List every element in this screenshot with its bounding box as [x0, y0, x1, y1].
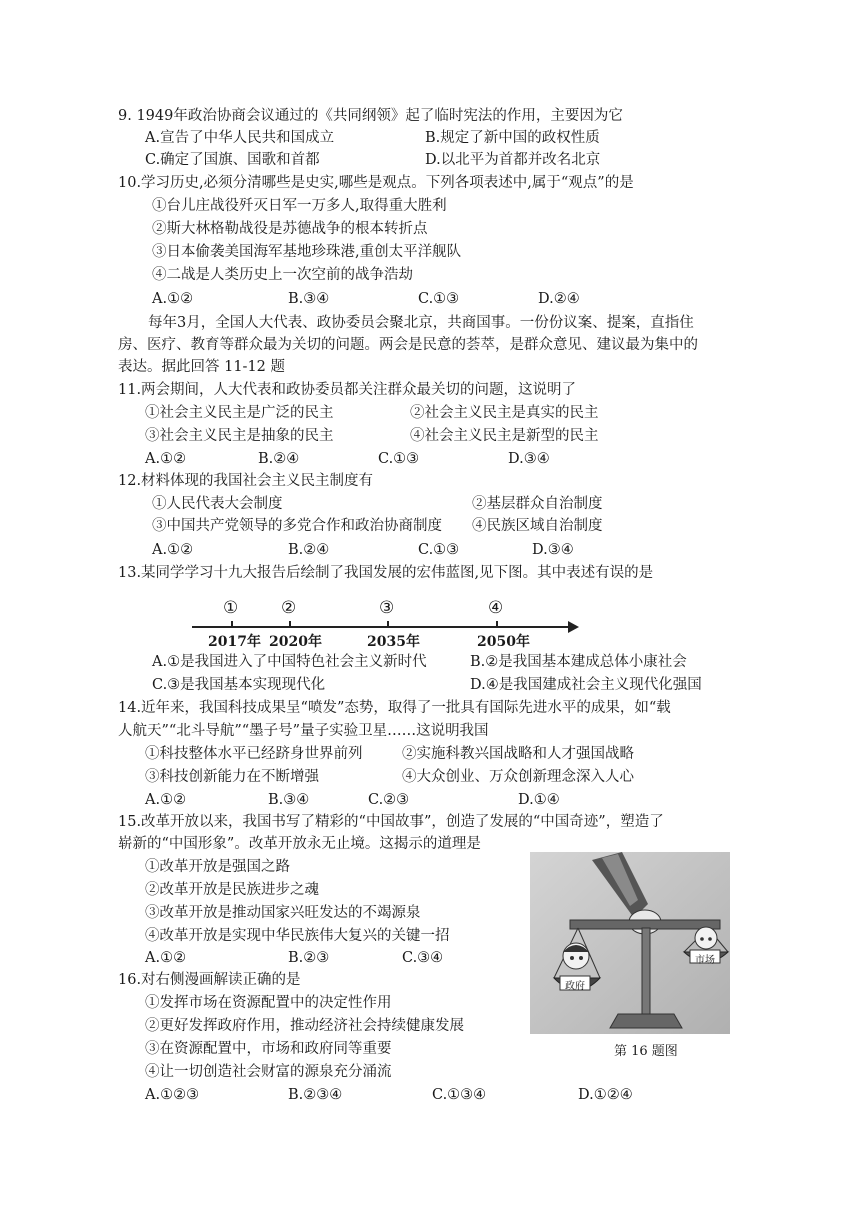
q11-stem: 11.两会期间，人大代表和政协委员都关注群众最关切的问题，这说明了: [118, 382, 577, 398]
q16-figure-caption: 第 16 题图: [614, 1044, 678, 1059]
q12-option-a: A.①②: [152, 542, 194, 558]
q16-statement-2: ②更好发挥政府作用，推动经济社会持续健康发展: [145, 1018, 464, 1034]
q15-option-c: C.③④: [402, 950, 444, 966]
cartoon-label-right: 市场: [695, 955, 715, 966]
q12-statement-2: ②基层群众自治制度: [472, 496, 603, 512]
timeline-mark-4: ④: [488, 598, 504, 618]
q13-option-b: B.②是我国基本建成总体小康社会: [470, 654, 687, 670]
q16-option-a: A.①②③: [145, 1087, 200, 1103]
timeline-mark-3: ③: [379, 598, 395, 618]
q12-option-b: B.②④: [288, 542, 330, 558]
q10-stem: 10.学习历史,必须分清哪些是史实,哪些是观点。下列各项表述中,属于“观点”的是: [118, 175, 634, 191]
q16-statement-4: ④让一切创造社会财富的源泉充分涌流: [145, 1064, 392, 1080]
q13-option-c: C.③是我国基本实现现代化: [152, 677, 326, 693]
q13-stem: 13.某同学学习十九大报告后绘制了我国发展的宏伟蓝图,见下图。其中表述有误的是: [118, 565, 654, 581]
q12-statement-1: ①人民代表大会制度: [152, 496, 283, 512]
material-line-1: 每年3月，全国人大代表、政协委员会聚北京，共商国事。一份份议案、提案，直指住: [148, 315, 694, 331]
q11-option-b: B.②④: [258, 451, 300, 467]
q14-statement-2: ②实施科教兴国战略和人才强国战略: [402, 746, 634, 762]
q16-statement-3: ③在资源配置中，市场和政府同等重要: [145, 1041, 392, 1057]
q14-option-a: A.①②: [145, 792, 187, 808]
q15-stem-line-1: 15.改革开放以来，我国书写了精彩的“中国故事”，创造了发展的“中国奇迹”，塑造了: [118, 814, 664, 830]
q10-statement-3: ③日本偷袭美国海军基地珍珠港,重创太平洋舰队: [152, 244, 462, 260]
q12-statement-3: ③中国共产党领导的多党合作和政治协商制度: [152, 518, 442, 534]
q16-stem: 16.对右侧漫画解读正确的是: [118, 972, 301, 988]
q15-option-b: B.②③: [288, 950, 330, 966]
q10-option-c: C.①③: [418, 291, 460, 307]
timeline-year-2050: 2050年: [477, 634, 530, 650]
q16-option-c: C.①③④: [432, 1087, 487, 1103]
timeline-mark-1: ①: [223, 598, 239, 618]
q11-option-a: A.①②: [145, 451, 187, 467]
material-line-2: 房、医疗、教育等群众最为关切的问题。两会是民意的荟萃，是群众意见、建议最为集中的: [118, 337, 698, 353]
q9-option-a: A.宣告了中华人民共和国成立: [145, 130, 335, 146]
q15-statement-4: ④改革开放是实现中华民族伟大复兴的关键一招: [145, 928, 450, 944]
q11-option-c: C.①③: [378, 451, 420, 467]
q14-statement-1: ①科技整体水平已经跻身世界前列: [145, 746, 363, 762]
q16-option-b: B.②③④: [288, 1087, 343, 1103]
q9-stem: 9. 1949年政治协商会议通过的《共同纲领》起了临时宪法的作用，主要因为它: [118, 108, 623, 124]
timeline-mark-2: ②: [281, 598, 297, 618]
q14-statement-3: ③科技创新能力在不断增强: [145, 769, 319, 785]
q11-statement-2: ②社会主义民主是真实的民主: [410, 405, 599, 421]
q12-stem: 12.材料体现的我国社会主义民主制度有: [118, 473, 374, 489]
q9-option-c: C.确定了国旗、国歌和首都: [145, 152, 320, 168]
q14-statement-4: ④大众创业、万众创新理念深入人心: [402, 769, 634, 785]
q12-statement-4: ④民族区域自治制度: [472, 518, 603, 534]
q14-option-d: D.①④: [518, 792, 560, 808]
balance-scale-cartoon: [530, 852, 730, 1034]
timeline-year-2017: 2017年: [208, 634, 261, 650]
q11-statement-4: ④社会主义民主是新型的民主: [410, 428, 599, 444]
q14-option-b: B.③④: [268, 792, 310, 808]
q9-option-b: B.规定了新中国的政权性质: [425, 130, 600, 146]
q16-option-d: D.①②④: [578, 1087, 633, 1103]
q14-option-c: C.②③: [368, 792, 410, 808]
q9-option-d: D.以北平为首都并改名北京: [425, 152, 601, 168]
q10-statement-4: ④二战是人类历史上一次空前的战争浩劫: [152, 267, 413, 283]
q14-stem-line-1: 14.近年来，我国科技成果呈“喷发”态势，取得了一批具有国际先进水平的成果，如“载: [118, 700, 671, 716]
timeline-year-2035: 2035年: [367, 634, 420, 650]
q16-statement-1: ①发挥市场在资源配置中的决定性作用: [145, 995, 392, 1011]
q12-option-d: D.③④: [532, 542, 574, 558]
material-line-3: 表达。据此回答 11-12 题: [118, 359, 286, 375]
q15-stem-line-2: 崭新的“中国形象”。改革开放永无止境。这揭示的道理是: [118, 836, 481, 852]
q10-option-d: D.②④: [538, 291, 580, 307]
cartoon-label-left: 政府: [565, 981, 585, 992]
q13-option-a: A.①是我国进入了中国特色社会主义新时代: [152, 654, 427, 670]
q10-option-b: B.③④: [288, 291, 330, 307]
q12-option-c: C.①③: [418, 542, 460, 558]
q10-statement-2: ②斯大林格勒战役是苏德战争的根本转折点: [152, 221, 428, 237]
q15-statement-2: ②改革开放是民族进步之魂: [145, 882, 319, 898]
q13-option-d: D.④是我国建成社会主义现代化强国: [470, 677, 702, 693]
q15-statement-3: ③改革开放是推动国家兴旺发达的不竭源泉: [145, 905, 421, 921]
q14-stem-line-2: 人航天”“北斗导航”“墨子号”量子实验卫星……这说明我国: [118, 723, 489, 739]
q11-option-d: D.③④: [508, 451, 550, 467]
q11-statement-1: ①社会主义民主是广泛的民主: [145, 405, 334, 421]
q10-option-a: A.①②: [152, 291, 194, 307]
q11-statement-3: ③社会主义民主是抽象的民主: [145, 428, 334, 444]
q15-statement-1: ①改革开放是强国之路: [145, 859, 290, 875]
q15-option-a: A.①②: [145, 950, 187, 966]
q10-statement-1: ①台儿庄战役歼灭日军一万多人,取得重大胜利: [152, 198, 447, 214]
timeline-year-2020: 2020年: [269, 634, 322, 650]
